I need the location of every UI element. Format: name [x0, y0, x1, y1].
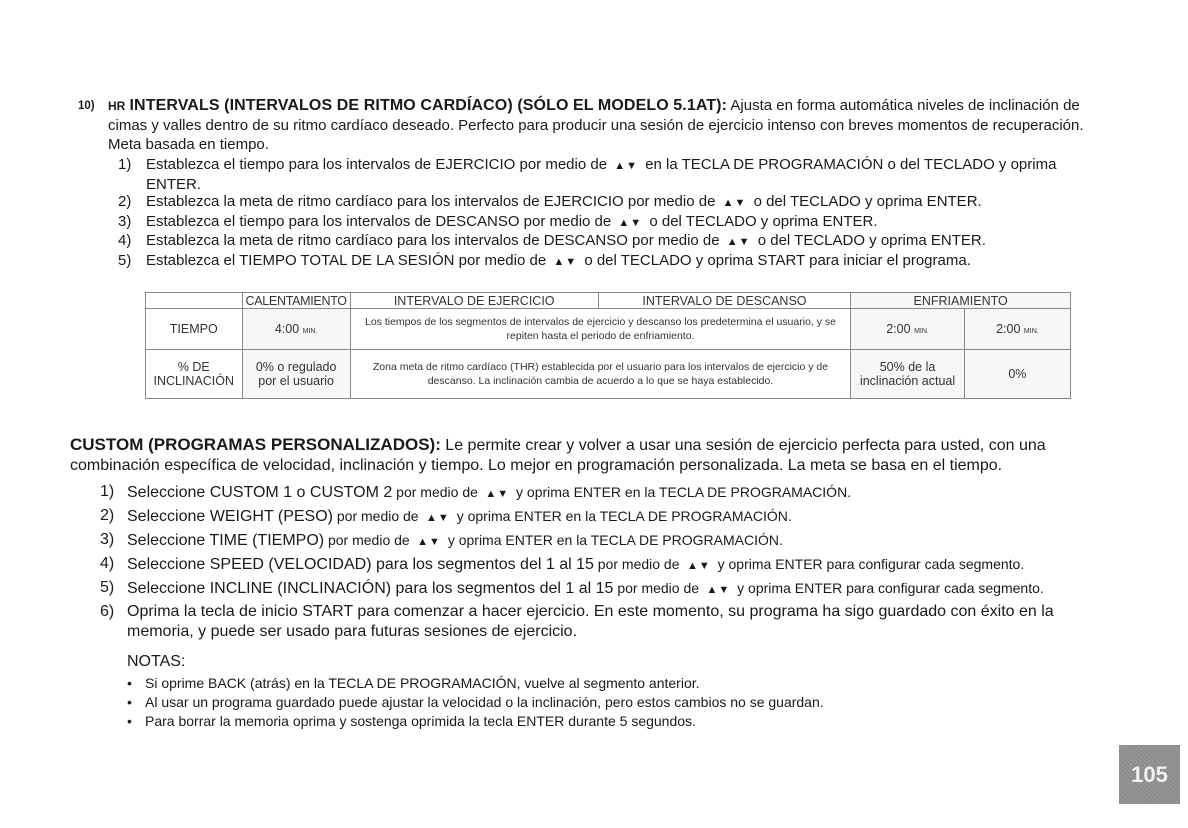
up-down-arrows-icon: ▲▼ [726, 236, 751, 248]
interval-program-table [145, 292, 1071, 399]
note-item: • Para borrar la memoria oprima y sostenga oprimida la tecla ENTER durante 5 segundos. [127, 712, 1100, 731]
custom-step: 3) Seleccione TIME (TIEMPO) por medio de ▲▼ y oprima ENTER en la TECLA DE PROGRAMACIÓN. [100, 531, 783, 549]
note-item: • Al usar un programa guardado puede ajustar la velocidad o la inclinación, pero estos cambios no se guardan. [127, 693, 1100, 712]
table-corner-cell [146, 293, 243, 309]
up-down-arrows-icon: ▲▼ [706, 584, 731, 596]
custom-step: 5) Seleccione INCLINE (INCLINACIÓN) para los segmentos del 1 al 15 por medio de ▲▼ y oprima ENTER para configurar cada segmento. [100, 579, 1044, 597]
hr-intervals-section [78, 96, 1098, 271]
header-warmup: CALENTAMIENTO [242, 293, 350, 309]
row-label-time: TIEMPO [146, 309, 243, 350]
notes-title: NOTAS: [127, 653, 186, 670]
notes-block [127, 652, 1100, 731]
header-cooldown: ENFRIAMIENTO [851, 293, 1071, 309]
hr-step: 1) Establezca el tiempo para los intervalos de EJERCICIO por medio de ▲▼ en la TECLA DE PROGRAMACIÓN o del TECLADO y oprima ENTER. [118, 156, 1057, 193]
up-down-arrows-icon: ▲▼ [614, 160, 639, 172]
custom-programs-section [70, 435, 1100, 731]
section-number: 10) [78, 100, 95, 112]
hr-intervals-intro: Ajusta en forma automática niveles de inclinación de cimas y valles dentro de su ritmo cardíaco deseado. Perfecto para producir una sesión de ejercicio intenso con breves momentos de recuperación. Meta basada en tiempo. [108, 97, 1084, 153]
up-down-arrows-icon: ▲▼ [553, 255, 578, 268]
custom-steps-list [70, 482, 1100, 642]
page-number-badge: 105 [1119, 745, 1180, 804]
cell-cooldown-incline-1: 50% de la inclinación actual [851, 350, 965, 399]
custom-step: 6) Oprima la tecla de inicio START para comenzar a hacer ejercicio. En este momento, su programa ha sigo guardado con éxito en la memoria, y puede ser usado para futuras sesiones de ejercicio. [100, 603, 1054, 640]
hr-intervals-title: INTERVALS (INTERVALOS DE RITMO CARDÍACO) (SÓLO EL MODELO 5.1AT): [129, 97, 728, 114]
hr-intervals-heading [78, 96, 1098, 154]
cell-cooldown-incline-2: 0% [964, 350, 1070, 399]
table-header-row [146, 293, 1071, 309]
up-down-arrows-icon: ▲▼ [722, 197, 747, 209]
up-down-arrows-icon: ▲▼ [417, 536, 441, 548]
header-exercise-interval: INTERVALO DE EJERCICIO [350, 293, 598, 309]
cell-warmup-incline: 0% o regulado por el usuario [242, 350, 350, 399]
table-row-time [146, 309, 1071, 350]
cell-cooldown-time-2: 2:00 MIN. [964, 309, 1070, 350]
up-down-arrows-icon: ▲▼ [426, 512, 450, 524]
cell-warmup-time: 4:00 MIN. [242, 309, 350, 350]
hr-steps-list [78, 156, 1098, 271]
hr-step: 2) Establezca la meta de ritmo cardíaco para los intervalos de EJERCICIO por medio de ▲▼ o del TECLADO y oprima ENTER. [118, 193, 982, 210]
hr-step: 5) Establezca el TIEMPO TOTAL DE LA SESIÓN por medio de ▲▼ o del TECLADO y oprima START para iniciar el programa. [118, 251, 971, 269]
table-row-incline [146, 350, 1071, 399]
notes-list [127, 674, 1100, 731]
up-down-arrows-icon: ▲▼ [686, 560, 711, 572]
up-down-arrows-icon: ▲▼ [618, 216, 643, 229]
cell-interval-incline-description: Zona meta de ritmo cardíaco (THR) establecida por el usuario para los intervalos de ejercicio y de descanso. La inclinación cambia de acuerdo a lo que se haya establecido. [350, 350, 851, 399]
hr-label: HR [108, 99, 126, 113]
custom-step: 1) Seleccione CUSTOM 1 o CUSTOM 2 por medio de ▲▼ y oprima ENTER en la TECLA DE PROGRAMACIÓN. [100, 483, 852, 501]
custom-step: 2) Seleccione WEIGHT (PESO) por medio de ▲▼ y oprima ENTER en la TECLA DE PROGRAMACIÓN. [100, 507, 792, 525]
up-down-arrows-icon: ▲▼ [485, 488, 510, 500]
header-rest-interval: INTERVALO DE DESCANSO [598, 293, 851, 309]
row-label-incline: % DE INCLINACIÓN [146, 350, 243, 399]
note-item: • Si oprime BACK (atrás) en la TECLA DE PROGRAMACIÓN, vuelve al segmento anterior. [127, 674, 1100, 693]
hr-step: 3) Establezca el tiempo para los intervalos de DESCANSO por medio de ▲▼ o del TECLADO y oprima ENTER. [118, 212, 878, 230]
custom-heading [70, 435, 1100, 476]
custom-intro: Le permite crear y volver a usar una sesión de ejercicio perfecta para usted, con una combinación específica de velocidad, inclinación y tiempo. Lo mejor en programación personalizada. La meta se basa en el tiempo. [70, 437, 1046, 474]
cell-interval-time-description: Los tiempos de los segmentos de intervalos de ejercicio y descanso los predetermina el usuario, y se repiten hasta el periodo de enfriamiento. [350, 309, 851, 350]
hr-step: 4) Establezca la meta de ritmo cardíaco para los intervalos de DESCANSO por medio de ▲▼ o del TECLADO y oprima ENTER. [118, 232, 986, 249]
custom-title: CUSTOM (PROGRAMAS PERSONALIZADOS): [70, 435, 441, 454]
cell-cooldown-time-1: 2:00 MIN. [851, 309, 965, 350]
custom-step: 4) Seleccione SPEED (VELOCIDAD) para los segmentos del 1 al 15 por medio de ▲▼ y oprima ENTER para configurar cada segmento. [100, 555, 1025, 573]
